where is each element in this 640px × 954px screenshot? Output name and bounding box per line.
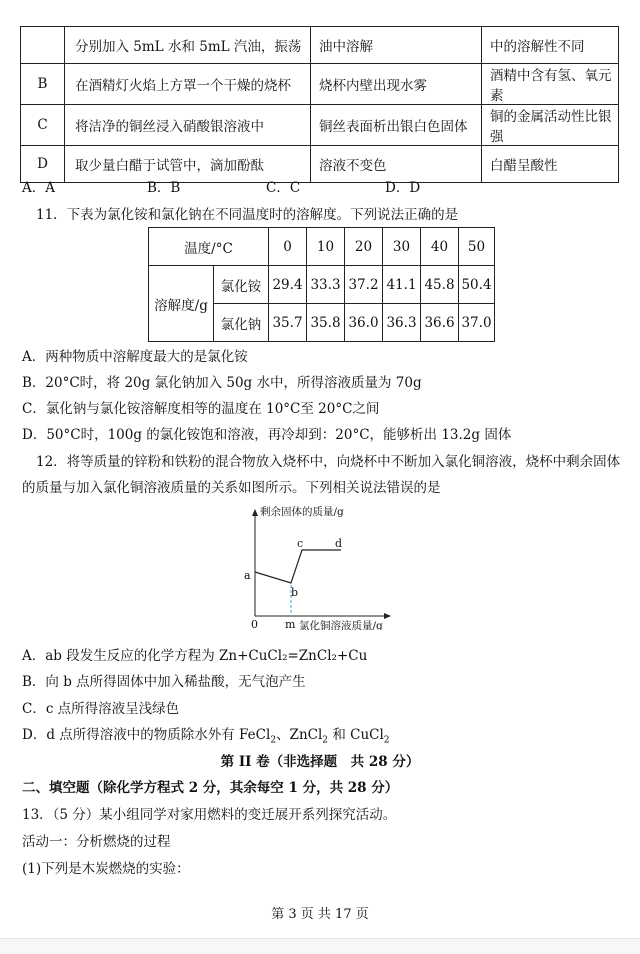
temp-cell: 10 (307, 228, 345, 266)
table-row (21, 27, 619, 64)
substance-name-cell: 氯化钠 (214, 304, 269, 342)
q13-stem: 13．（5 分）某小组同学对家用燃料的变迁展开系列探究活动。 (22, 807, 397, 823)
subscript: 2 (383, 735, 390, 746)
q11-stem: 11．下表为氯化铵和氯化钠在不同温度时的溶解度。下列说法正确的是 (36, 207, 459, 223)
q12-option-d-text3: 和 CuCl (328, 727, 384, 743)
phenomenon-cell: 铜丝表面析出银白色固体 (311, 105, 482, 146)
procedure-cell: 取少量白醋于试管中，滴加酚酞 (65, 146, 311, 183)
point-m-label: m (285, 618, 296, 630)
q12-option-d-text1: D．d 点所得溶液中的物质除水外有 FeCl (22, 727, 271, 743)
value-cell: 37.2 (345, 266, 383, 304)
part2-title: 第 II 卷（非选择题 共 28 分） (220, 754, 420, 770)
y-axis-label: 剩余固体的质量/g (260, 506, 344, 518)
conclusion-cell: 铜的金属活动性比银强 (482, 105, 619, 146)
q11-option-a: A．两种物质中溶解度最大的是氯化铵 (22, 349, 248, 365)
footer-divider (0, 938, 640, 954)
q12-stem-line2: 的质量与加入氯化铜溶液质量的关系如图所示。下列相关说法错误的是 (22, 480, 441, 496)
procedure-cell: 在酒精灯火焰上方罩一个干燥的烧杯 (65, 64, 311, 105)
q11-option-d: D．50°C时，100g 的氯化铵饱和溶液，再冷却到：20°C，能够析出 13.2g 固体 (22, 427, 512, 443)
q11-option-b: B．20°C时，将 20g 氯化钠加入 50g 水中，所得溶液质量为 70g (22, 375, 422, 391)
temp-cell: 0 (269, 228, 307, 266)
subscript: 2 (322, 735, 329, 746)
option-letter-cell: C (21, 105, 65, 146)
value-cell: 41.1 (383, 266, 421, 304)
point-a-label: a (244, 569, 251, 582)
mass-curve (255, 550, 341, 583)
q12-option-d (22, 723, 390, 746)
q13-item1: (1)下列是木炭燃烧的实验： (22, 861, 190, 877)
value-cell: 36.6 (421, 304, 459, 342)
q12-option-b: B．向 b 点所得固体中加入稀盐酸，无气泡产生 (22, 674, 306, 690)
table-row (21, 105, 619, 146)
temp-cell: 50 (459, 228, 495, 266)
point-d-label: d (335, 537, 343, 550)
q12-option-c: C．c 点所得溶液呈浅绿色 (22, 701, 180, 717)
mass-graph (236, 500, 406, 630)
section2-title: 二、填空题（除化学方程式 2 分，其余每空 1 分，共 28 分） (22, 780, 399, 796)
temp-label-cell: 温度/°C (149, 228, 269, 266)
q12-option-a: A．ab 段发生反应的化学方程为 Zn+CuCl₂=ZnCl₂+Cu (22, 648, 368, 664)
q11-option-c: C．氯化钠与氯化铵溶解度相等的温度在 10°C至 20°C之间 (22, 401, 380, 417)
value-cell: 50.4 (459, 266, 495, 304)
origin-label: 0 (251, 618, 258, 630)
temp-cell: 30 (383, 228, 421, 266)
y-axis-arrow (252, 509, 258, 516)
q13-activity1: 活动一：分析燃烧的过程 (22, 834, 171, 850)
conclusion-cell: 酒精中含有氢、氧元素 (482, 64, 619, 105)
value-cell: 35.7 (269, 304, 307, 342)
phenomenon-cell: 油中溶解 (311, 27, 482, 64)
procedure-cell: 将洁净的铜丝浸入硝酸银溶液中 (65, 105, 311, 146)
x-axis-label: 氯化铜溶液质量/g (299, 620, 383, 630)
value-cell: 33.3 (307, 266, 345, 304)
q10-option-c: C．C (266, 180, 301, 196)
q10-option-b: B．B (147, 180, 181, 196)
option-letter-cell: D (21, 146, 65, 183)
page-footer: 第 3 页 共 17 页 (271, 907, 369, 922)
phenomenon-cell: 溶液不变色 (311, 146, 482, 183)
table-row (21, 146, 619, 183)
subscript: 2 (270, 735, 277, 746)
point-b-label: b (291, 586, 299, 599)
conclusion-cell: 中的溶解性不同 (482, 27, 619, 64)
x-axis-arrow (384, 613, 391, 619)
temp-cell: 40 (421, 228, 459, 266)
substance-name-cell: 氯化铵 (214, 266, 269, 304)
option-letter-cell (21, 27, 65, 64)
procedure-cell: 分别加入 5mL 水和 5mL 汽油，振荡 (65, 27, 311, 64)
q10-option-d: D．D (385, 180, 421, 196)
solubility-table (148, 227, 495, 342)
q12-option-d-text2: 、ZnCl (276, 727, 323, 743)
value-cell: 36.0 (345, 304, 383, 342)
value-cell: 37.0 (459, 304, 495, 342)
q12-stem-line1: 12．将等质量的锌粉和铁粉的混合物放入烧杯中，向烧杯中不断加入氯化铜溶液，烧杯中剩余固体 (36, 454, 621, 470)
temp-cell: 20 (345, 228, 383, 266)
value-cell: 35.8 (307, 304, 345, 342)
conclusion-cell: 白醋呈酸性 (482, 146, 619, 183)
value-cell: 29.4 (269, 266, 307, 304)
value-cell: 36.3 (383, 304, 421, 342)
option-letter-cell: B (21, 64, 65, 105)
value-cell: 45.8 (421, 266, 459, 304)
table-row (21, 64, 619, 105)
point-c-label: c (297, 537, 304, 550)
q10-option-a: A．A (22, 180, 55, 196)
experiment-table (20, 26, 619, 183)
solubility-label-cell: 溶解度/g (149, 266, 214, 342)
phenomenon-cell: 烧杯内壁出现水雾 (311, 64, 482, 105)
